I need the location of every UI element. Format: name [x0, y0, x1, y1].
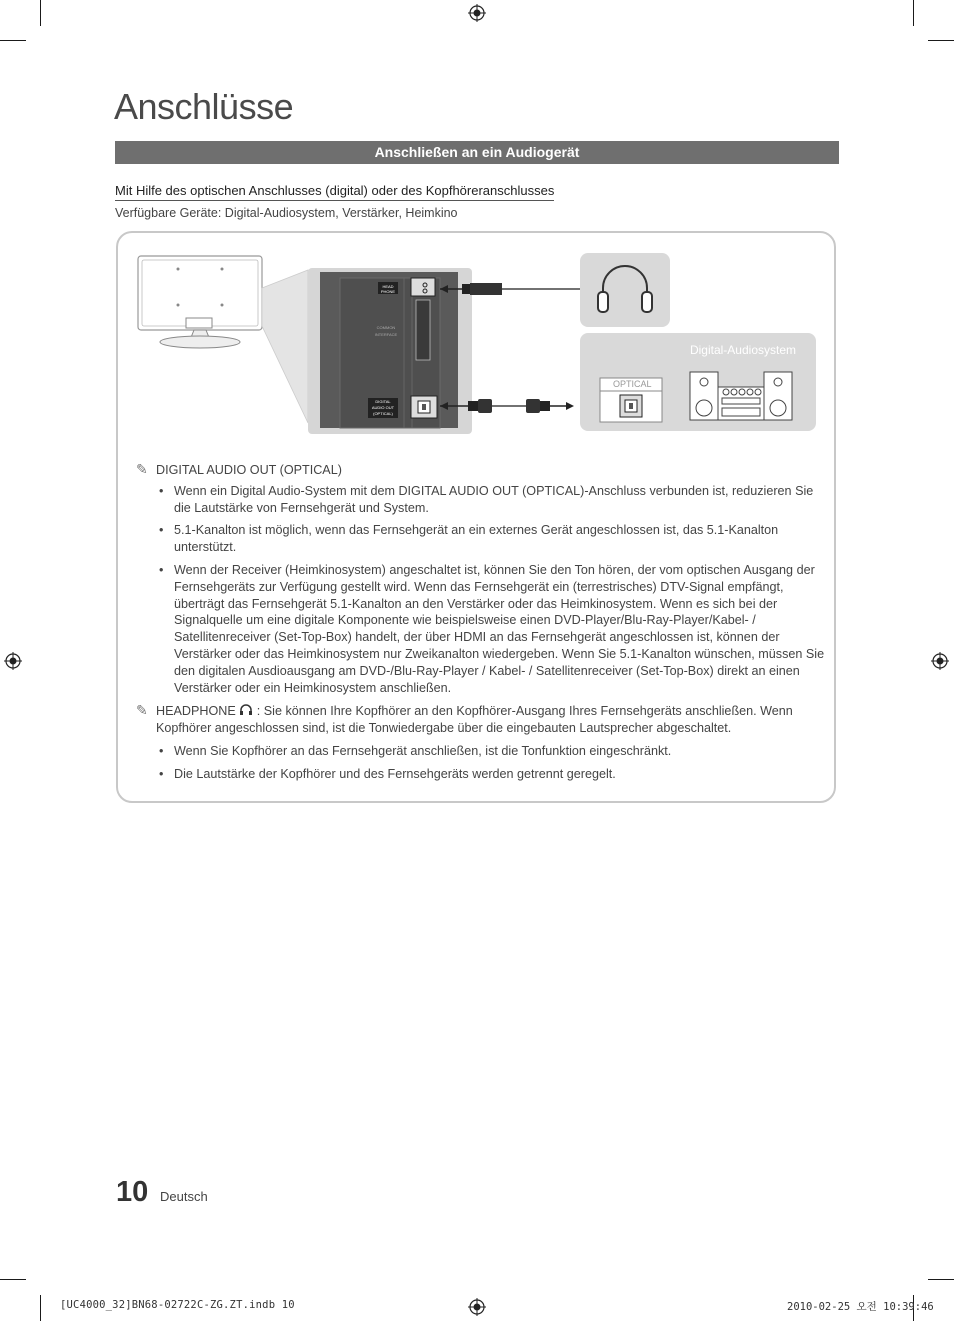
note-pen-icon: ✎ [136, 702, 148, 719]
note-heading: DIGITAL AUDIO OUT (OPTICAL) [156, 463, 342, 477]
list-item [136, 483, 826, 517]
zoom-connector [262, 270, 308, 423]
headphone-icon [239, 704, 253, 716]
note-text: : Sie können Ihre Kopfhörer an den Kopfhörer-Ausgang Ihres Fernsehgeräts anschließen. Wenn Kopfhörer angeschlossen sind, ist die Tonwiedergabe über die eingebauten Lautsprecher abgeschaltet. [156, 704, 793, 736]
bullet-text: Wenn ein Digital Audio-System mit dem [174, 483, 399, 498]
registration-mark-icon [931, 652, 949, 670]
crop-mark [928, 1279, 954, 1280]
head-phone-label: PHONE [380, 289, 396, 294]
bullet: • [159, 523, 164, 538]
digital-out-label: (OPTICAL) [373, 411, 393, 416]
file-info: [UC4000_32]BN68-02722C-ZG.ZT.indb 10 [60, 1299, 295, 1311]
page-title: Anschlüsse [114, 86, 294, 127]
common-interface-label: INTERFACE [374, 332, 398, 337]
bullet: • [159, 483, 164, 498]
crop-mark [0, 1279, 26, 1280]
registration-mark-icon [468, 4, 486, 22]
crop-mark [40, 0, 41, 26]
digital-out-label: AUDIO OUT [371, 405, 395, 410]
crop-mark [0, 40, 26, 41]
note-pen-icon: ✎ [136, 461, 148, 477]
optical-label: OPTICAL [613, 379, 652, 389]
available-devices: Verfügbare Geräte: Digital-Audiosystem, Verstärker, Heimkino [115, 206, 458, 220]
crop-mark [40, 1295, 41, 1321]
audio-system-title: Digital-Audiosystem [689, 343, 796, 357]
note-headphone [136, 703, 826, 737]
subheading: Mit Hilfe des optischen Anschlusses (digital) oder des Kopfhöreranschlusses [115, 183, 554, 201]
date-info: 2010-02-25 오전 10:39:46 [787, 1301, 934, 1313]
headphone-box [580, 253, 670, 327]
bullet-text: -Anschluss verbunden ist, reduzieren Sie die Lautstärke von Fernsehgerät und System. [174, 483, 814, 515]
bullet: • [159, 562, 164, 577]
connection-diagram [128, 248, 828, 448]
common-interface-label: COMMON [376, 325, 396, 330]
tv-back-illustration [138, 256, 262, 348]
bullet: • [159, 743, 164, 758]
registration-mark-icon [4, 652, 22, 670]
head-phone-label: HEAD [382, 284, 394, 289]
page-number: 10 [116, 1176, 149, 1208]
language-label: Deutsch [160, 1189, 208, 1204]
list-item [136, 562, 826, 696]
note-digital-audio-out [136, 462, 826, 479]
bullet-text: Die Lautstärke der Kopfhörer und des Fernsehgeräts werden getrennt geregelt. [174, 766, 616, 781]
digital-out-label: DIGITAL [375, 399, 391, 404]
bullet-text: 5.1-Kanalton ist möglich, wenn das Fernsehgerät an ein externes Gerät angeschlossen ist, das 5.1-Kanalton unterstützt. [174, 523, 779, 555]
section-bar-label: Anschließen an ein Audiogerät [374, 144, 580, 160]
list-item [136, 522, 826, 556]
bullet: • [159, 766, 164, 781]
section-bar [115, 141, 839, 164]
list-item [136, 766, 826, 783]
bullet-text: Wenn Sie Kopfhörer an das Fernsehgerät anschließen, ist die Tonfunktion eingeschränkt. [174, 743, 672, 758]
crop-mark [913, 0, 914, 26]
crop-mark [928, 40, 954, 41]
list-item [136, 743, 826, 760]
note-heading: HEADPHONE [156, 704, 236, 719]
registration-mark-icon [468, 1298, 486, 1316]
notes-section [136, 462, 826, 783]
bullet-bold-text: DIGITAL AUDIO OUT (OPTICAL) [398, 483, 585, 498]
bullet-text: Wenn der Receiver (Heimkinosystem) angeschaltet ist, können Sie den Ton hören, der vom optischen Ausgang der Fernsehgeräts zur Verfügung gestellt wird. Wenn das Fernsehgerät ein (terrestrisches) DTV-Signal empfängt, überträgt das Fernsehgerät 5.1-Kanalton an den Verstärker oder das Heimkinosystem. Wenn es sich bei der Signalquelle um eine digitale Komponente wie beispielsweise einen DVD-Player/Blu-Ray-Player/Kabel- / Satellitenreceiver (Set-Top-Box) handelt, der über HDMI an das Fernsehgerät angeschlossen ist, können der Verstärker oder das Heimkinosystem nur Zweikanalton wiedergeben. Wenn Sie 5.1-Kanalton wünschen, müssen Sie den digitalen Ausdioausgang am DVD-/Blu-Ray-Player / Kabel- / Satellitenreceiver (Set-Top-Box) direkt an einen Verstärker oder ein Heimkinosystem anschließen. [174, 562, 825, 695]
